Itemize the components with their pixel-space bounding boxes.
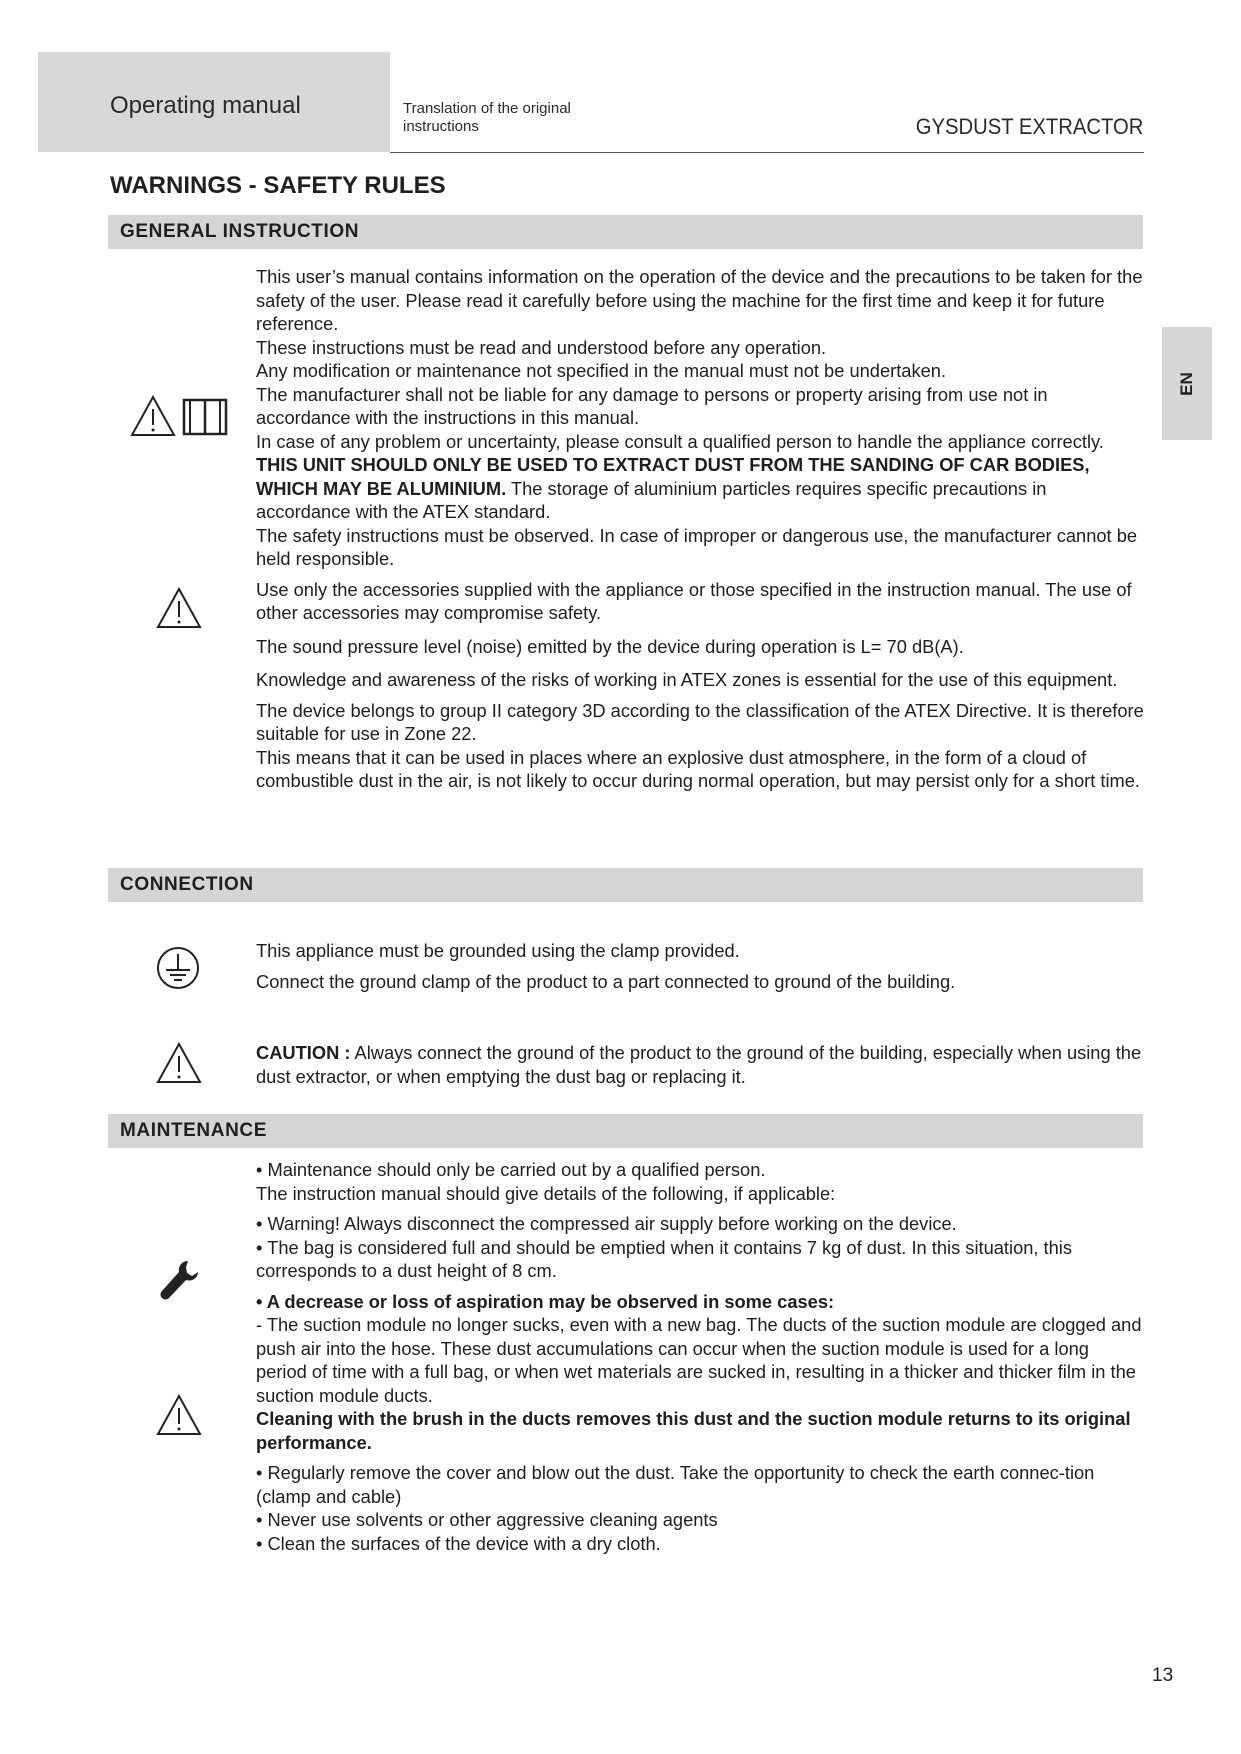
general-p7: Use only the accessories supplied with the appliance or those specified in the instruction manual. The use of other accessories may compromise safety. xyxy=(256,578,1132,623)
general-p5-bold: THIS UNIT SHOULD ONLY BE USED TO EXTRACT DUST FROM THE SANDING OF CAR BODIES, WHICH MAY BE ALUMINIUM. xyxy=(256,454,1090,499)
subtitle-line-1: Translation of the original xyxy=(403,100,571,117)
section-header-maintenance: MAINTENANCE xyxy=(108,1114,1143,1148)
general-p5-post: The storage of aluminium particles requires specific precautions in accordance with the ATEX standard. xyxy=(256,477,1047,522)
general-p10: The device belongs to group II category 3D according to the classification of the ATEX Directive. It is therefore suitable for use in Zone 22. xyxy=(256,699,1144,744)
general-p6: The safety instructions must be observed. In case of improper or dangerous use, the manufacturer cannot be held responsible. xyxy=(256,524,1138,569)
maintenance-p4: • The bag is considered full and should be emptied when it contains 7 kg of dust. In this situation, this corresponds to a dust height of 8 cm. xyxy=(256,1236,1073,1281)
document-subtitle xyxy=(403,100,643,136)
general-p8: The sound pressure level (noise) emitted by the device during operation is L= 70 dB(A). xyxy=(256,635,964,657)
general-p9: Knowledge and awareness of the risks of working in ATEX zones is essential for the use of this equipment. xyxy=(256,669,1118,690)
ground-symbol-icon xyxy=(156,946,200,990)
document-title: Operating manual xyxy=(110,92,301,119)
general-instruction-text xyxy=(256,265,1144,793)
section-header-general: GENERAL INSTRUCTION xyxy=(108,215,1143,249)
maintenance-p3: • Warning! Always disconnect the compressed air supply before working on the device. xyxy=(256,1213,957,1234)
general-p11: This means that it can be used in places where an explosive dust atmosphere, in the form of a cloud of combustible dust in the air, is not likely to occur during normal operation, but may persist only for a short time. xyxy=(256,746,1141,791)
product-name: GYSDUST EXTRACTOR xyxy=(915,114,1143,139)
header-rule xyxy=(390,152,1144,153)
general-p3: Any modification or maintenance not specified in the manual must not be undertaken. xyxy=(256,360,947,381)
warning-triangle-icon xyxy=(156,1394,202,1436)
warning-triangle-icon xyxy=(156,1042,202,1084)
maintenance-p6: - The suction module no longer sucks, even with a new bag. The ducts of the suction module are clogged and push air into the hose. These dust accumulations can occur when the suction module is used for a long period of time with a full bag, or when wet materials are sucked in, resulting in a thicker and thicker film in the suction module ducts. xyxy=(256,1314,1142,1406)
caution-paragraph xyxy=(256,1041,1144,1088)
language-tab xyxy=(1162,327,1212,440)
general-p2: These instructions must be read and understood before any operation. xyxy=(256,336,827,358)
warning-triangle-icon xyxy=(130,395,176,437)
wrench-icon xyxy=(158,1258,202,1302)
maintenance-p5 xyxy=(256,1290,1144,1314)
page-number: 13 xyxy=(1152,1665,1174,1686)
maintenance-p7-bold: Cleaning with the brush in the ducts removes this dust and the suction module returns to its original performance. xyxy=(256,1408,1131,1453)
general-p4: The manufacturer shall not be liable for any damage to persons or property arising from use not in accordance with the instructions in this manual. xyxy=(256,383,1048,428)
maintenance-text xyxy=(256,1158,1144,1555)
maintenance-p5-bold: • A decrease or loss of aspiration may be observed in some cases: xyxy=(256,1290,835,1312)
caution-label: CAUTION : xyxy=(256,1042,351,1063)
warning-triangle-icon xyxy=(156,587,202,629)
language-tab-label: EN xyxy=(1177,371,1196,396)
connection-caution xyxy=(256,1041,1144,1088)
connection-p2: Connect the ground clamp of the product to a part connected to ground of the building. xyxy=(256,970,956,992)
connection-p1: This appliance must be grounded using the clamp provided. xyxy=(256,940,740,961)
maintenance-p2: The instruction manual should give details of the following, if applicable: xyxy=(256,1182,836,1204)
general-p1: This user’s manual contains information on the operation of the device and the precautions to be taken for the safety of the user. Please read it carefully before using the machine for the first time and keep it for future reference. xyxy=(256,266,1143,334)
connection-text xyxy=(256,939,1144,993)
general-p5-pre: In case of any problem or uncertainty, please consult a qualified person to handle the appliance correctly. xyxy=(256,430,1104,452)
maintenance-p9: • Never use solvents or other aggressive cleaning agents xyxy=(256,1509,718,1530)
read-manual-book-icon xyxy=(182,398,228,436)
subtitle-line-2: instructions xyxy=(403,118,479,135)
general-p5 xyxy=(256,430,1144,524)
page-heading: WARNINGS - SAFETY RULES xyxy=(110,172,446,199)
maintenance-p10: • Clean the surfaces of the device with a dry cloth. xyxy=(256,1532,661,1554)
maintenance-p1: • Maintenance should only be carried out by a qualified person. xyxy=(256,1159,766,1180)
maintenance-p7 xyxy=(256,1407,1144,1454)
section-header-connection: CONNECTION xyxy=(108,868,1143,902)
caution-text: Always connect the ground of the product to the ground of the building, especially when using the dust extractor, or when emptying the dust bag or replacing it. xyxy=(256,1042,1142,1087)
maintenance-p8: • Regularly remove the cover and blow out the dust. Take the opportunity to check the earth connec-tion (clamp and cable) xyxy=(256,1462,1095,1507)
